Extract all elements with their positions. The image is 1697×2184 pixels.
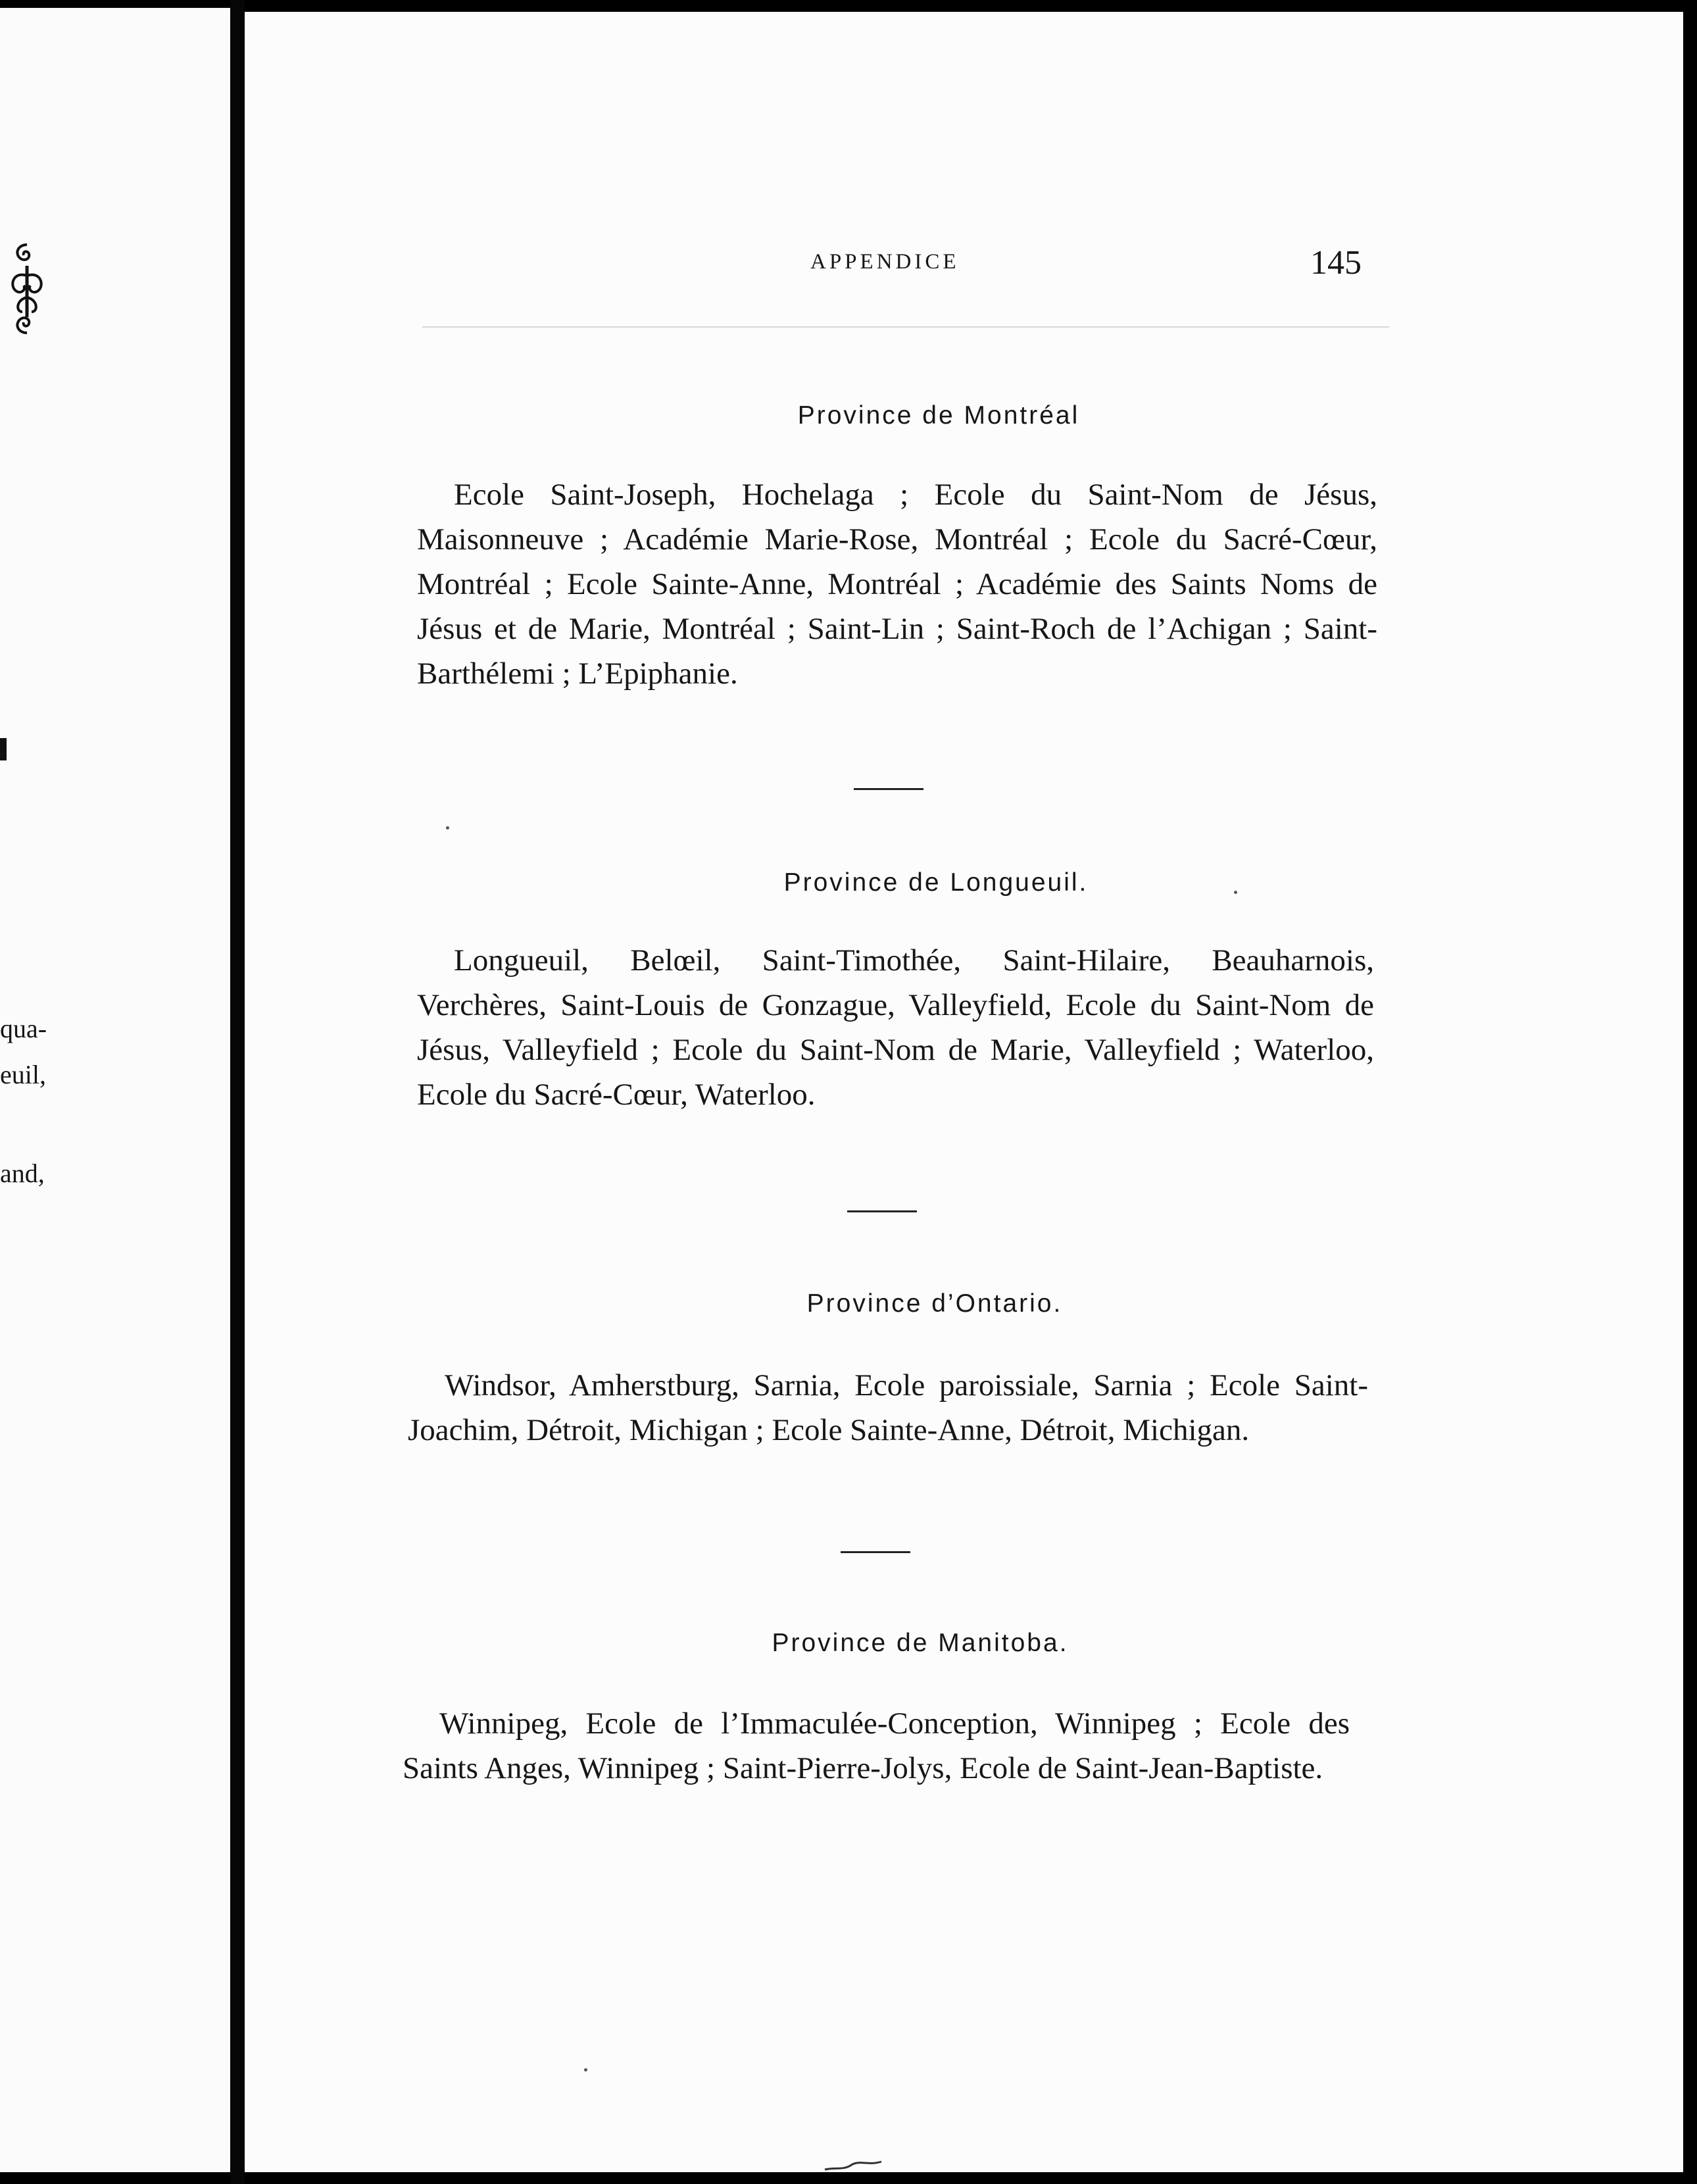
page-number: 145 xyxy=(1310,244,1362,282)
section-heading: Province de Manitoba. xyxy=(772,1629,1069,1657)
scan-border xyxy=(1683,0,1697,2184)
section-body: Ecole Saint-Joseph, Hochelaga ; Ecole du Saint-Nom de Jésus, Maisonneuve ; Académie Marie-Rose, Montréal ; Ecole du Sacré-Cœur, Montréal ; Ecole Sainte-Anne, Montréal ; Académie des Saints Noms de Jésus et de Marie, Montréal ; Saint-Lin ; Saint-Roch de l’Achigan ; Saint-Barthélemi ; L’Epiphanie. xyxy=(417,478,1377,691)
section-body: Longueuil, Belœil, Saint-Timothée, Saint-Hilaire, Beauharnois, Verchères, Saint-Louis de Gonzague, Valleyfield, Ecole du Saint-Nom de Jésus, Valleyfield ; Ecole du Saint-Nom de Marie, Valleyfield ; Waterloo, Ecole du Sacré-Cœur, Waterloo. xyxy=(417,943,1374,1112)
section-separator xyxy=(847,1210,917,1212)
paper-speck xyxy=(584,2068,587,2072)
page-scratch xyxy=(824,2158,883,2172)
facing-page-fragment: and, xyxy=(0,1158,45,1188)
running-head: APPENDICE xyxy=(810,250,960,274)
facing-page xyxy=(0,8,230,2172)
paper-speck xyxy=(446,826,449,830)
facing-page-fragment: euil, xyxy=(0,1060,46,1089)
fleuron-ornament-icon xyxy=(7,239,47,338)
section-separator xyxy=(854,788,923,790)
book-page xyxy=(245,12,1683,2172)
section-heading: Province de Longueuil. xyxy=(783,868,1089,897)
header-rule xyxy=(422,326,1389,328)
paper-speck xyxy=(1234,891,1237,894)
page-gutter xyxy=(230,0,245,2184)
facing-page-fragment: qua- xyxy=(0,1014,47,1043)
edge-mark xyxy=(0,738,7,760)
section-heading: Province de Montréal xyxy=(797,401,1080,430)
section-separator xyxy=(841,1551,910,1553)
section-heading: Province d’Ontario. xyxy=(806,1289,1063,1318)
section-body: Windsor, Amherstburg, Sarnia, Ecole paroissiale, Sarnia ; Ecole Saint-Joachim, Détroit, Michigan ; Ecole Sainte-Anne, Détroit, Michigan. xyxy=(408,1368,1368,1447)
section-body: Winnipeg, Ecole de l’Immaculée-Conception, Winnipeg ; Ecole des Saints Anges, Winnipeg ; Saint-Pierre-Jolys, Ecole de Saint-Jean-Baptiste. xyxy=(403,1706,1350,1785)
